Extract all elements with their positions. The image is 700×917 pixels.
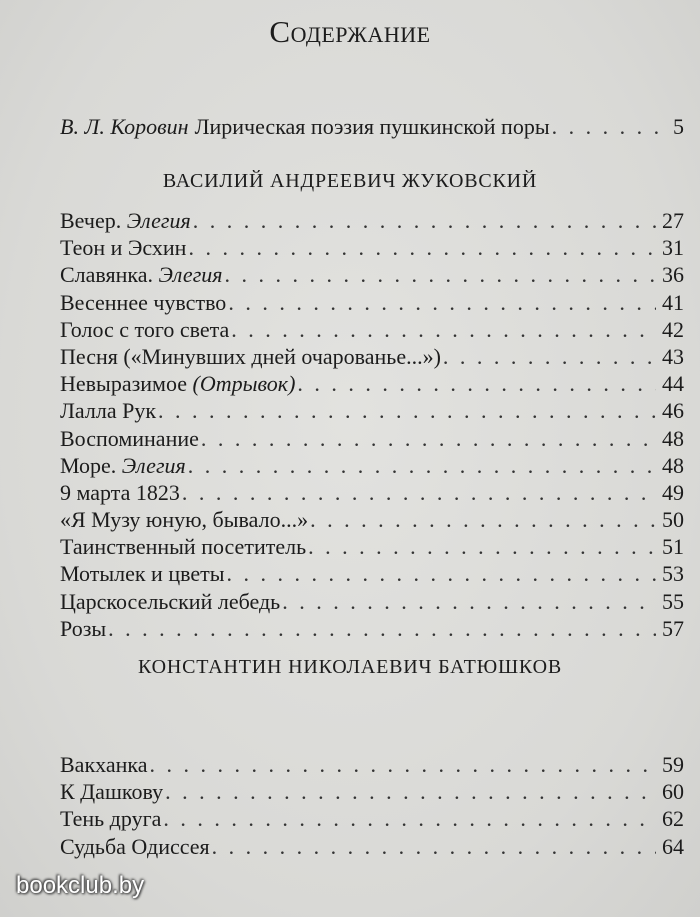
entry-title: Песня («Минувших дней очарованье...»): [60, 343, 441, 369]
dot-leader: [225, 262, 656, 288]
entry-subtitle: (Отрывок): [192, 371, 296, 397]
dot-leader: [193, 208, 656, 234]
toc-entry: [60, 208, 684, 235]
watermark: bookclub.by: [16, 872, 145, 899]
entry-page-number: 31: [662, 235, 684, 261]
toc-entry: [60, 371, 684, 398]
toc-entry: [60, 426, 684, 453]
entry-title: Славянка.: [60, 262, 154, 288]
section-heading-batyushkov: КОНСТАНТИН НИКОЛАЕВИЧ БАТЮШКОВ: [138, 656, 562, 678]
entry-page-number: 53: [662, 561, 684, 587]
dot-leader: [308, 534, 656, 560]
entry-title: Царскосельский лебедь: [60, 588, 281, 614]
entry-title: Мотылек и цветы: [60, 561, 225, 587]
toc-entry: [60, 834, 684, 861]
dot-leader: [228, 290, 656, 316]
entry-page-number: 50: [662, 507, 684, 533]
dot-leader: [165, 779, 656, 805]
toc-entry: [60, 344, 684, 371]
intro-page: 5: [673, 114, 684, 139]
section-heading-zhukovsky: ВАСИЛИЙ АНДРЕЕВИЧ ЖУКОВСКИЙ: [162, 170, 538, 192]
entry-title: «Я Музу юную, бывало...»: [60, 507, 309, 533]
toc-entry: [60, 317, 684, 344]
intro-author: В. Л. Коровин: [60, 114, 189, 139]
toc-entry: [60, 616, 684, 643]
entry-page-number: 49: [662, 479, 684, 505]
entry-page-number: 64: [662, 833, 684, 859]
page-title: Содержание: [269, 14, 431, 49]
entry-page-number: 59: [662, 752, 684, 777]
toc-entry: [60, 262, 684, 289]
entry-page-number: 42: [662, 316, 684, 342]
entry-page-number: 55: [662, 588, 684, 614]
dot-leader: [158, 398, 656, 424]
dot-leader: [282, 589, 656, 615]
toc-entry: [60, 480, 684, 507]
dot-leader: [310, 507, 656, 533]
entry-page-number: 51: [662, 534, 684, 560]
entry-page-number: 41: [662, 289, 684, 315]
entry-page-number: 36: [662, 262, 684, 288]
toc-entry: [60, 290, 684, 317]
toc-list-batyushkov: [60, 752, 684, 861]
dot-leader: [297, 371, 656, 397]
entry-title: Вакханка: [60, 752, 148, 777]
entry-title: Весеннее чувство: [60, 289, 227, 315]
entry-page-number: 62: [662, 806, 684, 832]
toc-entry: [60, 507, 684, 534]
toc-entry: [60, 534, 684, 561]
toc-entry: [60, 561, 684, 588]
entry-page-number: 48: [662, 452, 684, 478]
entry-title: Невыразимое: [60, 371, 188, 397]
entry-title: Судьба Одиссея: [60, 833, 210, 859]
entry-subtitle: Элегия: [121, 452, 186, 478]
entry-title: 9 марта 1823: [60, 479, 180, 505]
entry-title: Розы: [60, 615, 107, 641]
entry-page-number: 57: [662, 615, 684, 641]
entry-title: Теон и Эсхин: [60, 235, 187, 261]
toc-entry: [60, 752, 684, 779]
toc-entry: [60, 235, 684, 262]
dot-leader: [163, 806, 656, 832]
dot-leader: [212, 834, 656, 860]
dot-leader: [443, 344, 656, 370]
dot-leader: [231, 317, 656, 343]
entry-title: К Дашкову: [60, 779, 164, 805]
entry-title: Голос с того света: [60, 316, 230, 342]
entry-title: Вечер.: [60, 208, 122, 233]
toc-entry: [60, 806, 684, 833]
entry-title: Таинственный посетитель: [60, 534, 307, 560]
entry-title: Тень друга: [60, 806, 162, 832]
entry-page-number: 44: [662, 371, 684, 397]
entry-page-number: 27: [662, 208, 684, 233]
intro-title: Лирическая поэзия пушкинской поры: [194, 114, 550, 139]
entry-page-number: 46: [662, 398, 684, 424]
entry-subtitle: Элегия: [158, 262, 223, 288]
entry-title: Море.: [60, 452, 117, 478]
entry-page-number: 43: [662, 343, 684, 369]
entry-subtitle: Элегия: [126, 208, 191, 233]
dot-leader: [227, 561, 656, 587]
toc-list-zhukovsky: [60, 208, 684, 643]
entry-page-number: 60: [662, 779, 684, 805]
entry-title: Лалла Рук: [60, 398, 157, 424]
entry-title: Воспоминание: [60, 425, 199, 451]
toc-entry: [60, 453, 684, 480]
dot-leader: [182, 480, 656, 506]
entry-page-number: 48: [662, 425, 684, 451]
dot-leader: [188, 453, 656, 479]
dot-leader: [108, 616, 656, 642]
toc-entry: [60, 779, 684, 806]
dot-leader: [201, 426, 656, 452]
toc-entry: [60, 589, 684, 616]
dot-leader: [188, 235, 656, 261]
dot-leader: [150, 752, 657, 778]
dot-leader: [552, 114, 671, 140]
intro-entry: [60, 114, 684, 140]
toc-entry: [60, 398, 684, 425]
